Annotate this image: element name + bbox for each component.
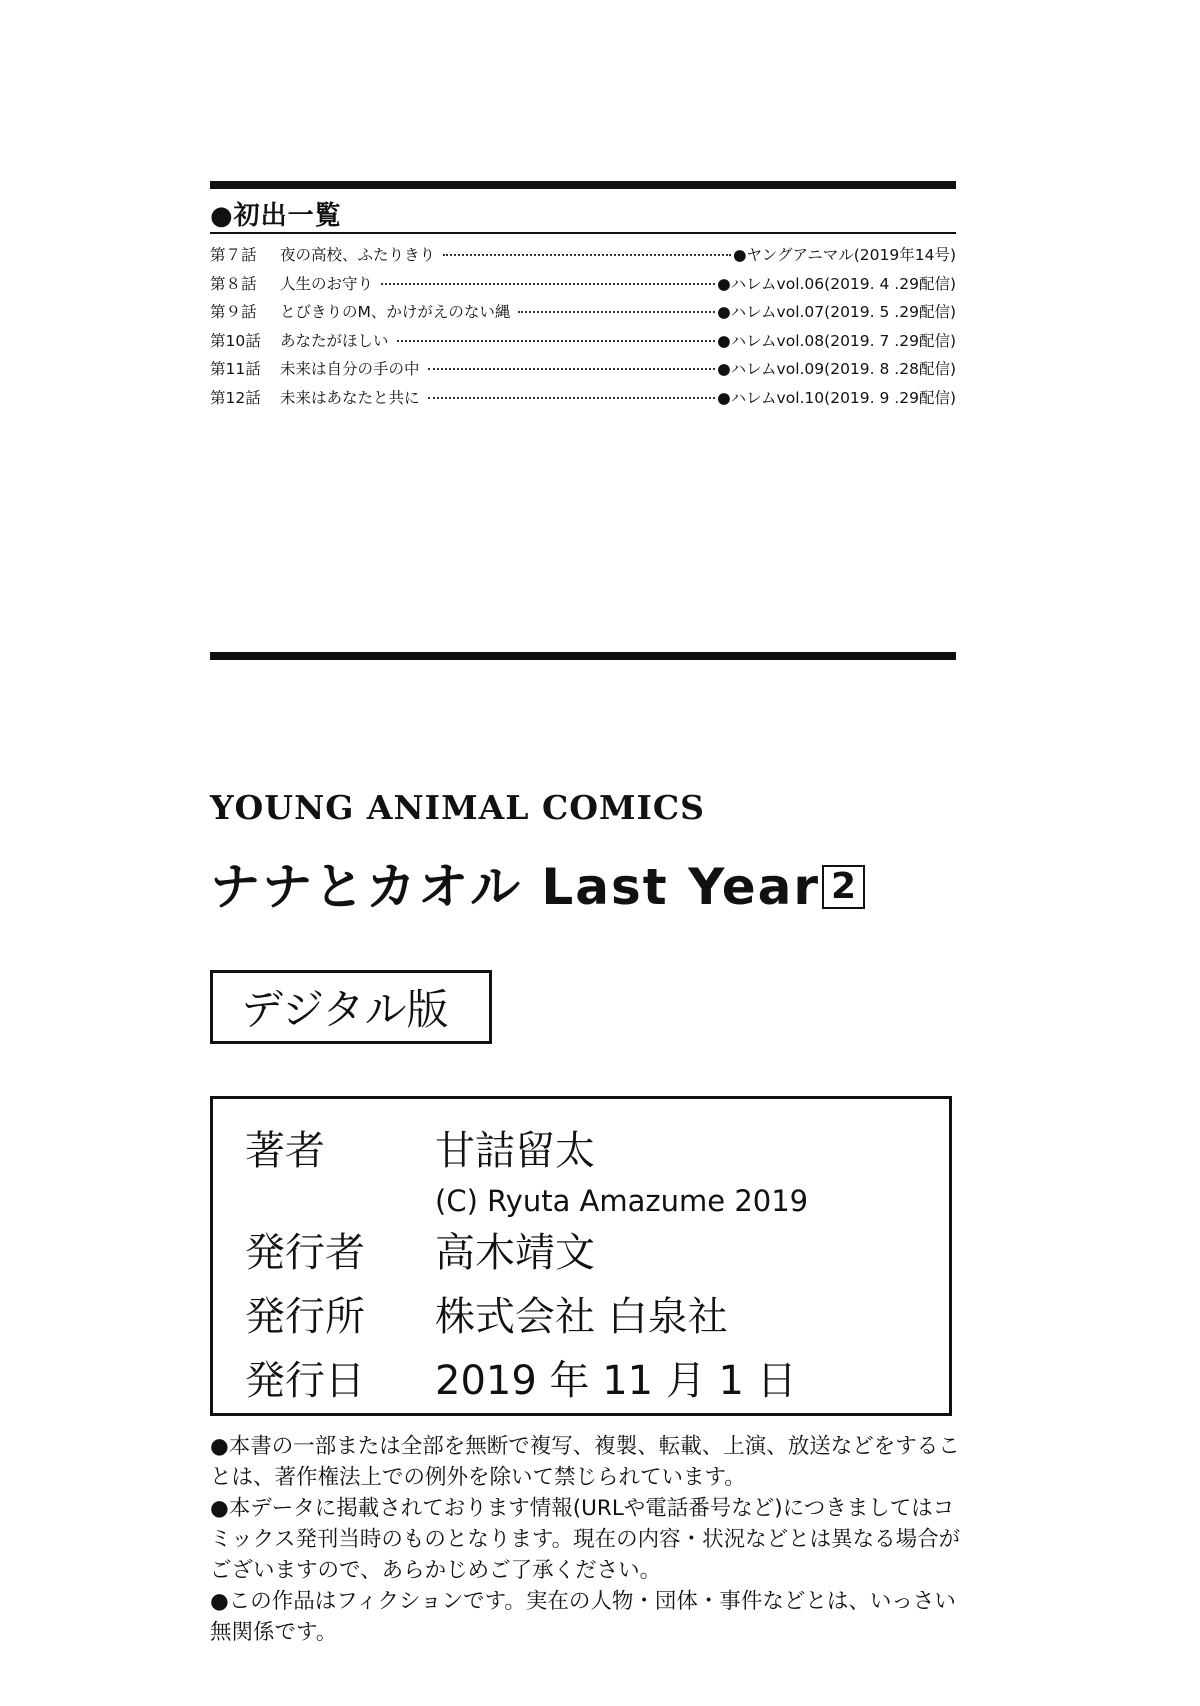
leader-dots: [381, 283, 715, 285]
episode-title: 夜の高校、ふたりきり: [280, 246, 436, 265]
note-copyright: ●本書の一部または全部を無断で複写、複製、転載、上演、放送などをすることは、著作権法上での例外を除いて禁じられています。: [210, 1434, 960, 1490]
episode-source: ●ハレムvol.09(2019. 8 .28配信): [717, 360, 956, 379]
note-fiction: ●この作品はフィクションです。実在の人物・団体・事件などとは、いっさい無関係です。: [210, 1589, 956, 1645]
episode-source: ●ヤングアニマル(2019年14号): [732, 246, 956, 265]
list-item: [210, 354, 956, 383]
episode-title: 未来はあなたと共に: [280, 388, 420, 407]
leader-dots: [443, 254, 731, 256]
publisher-name: 株式会社 白泉社: [435, 1294, 728, 1340]
author-name: 甘詰留太: [435, 1128, 595, 1174]
episode-title: 人生のお守り: [280, 274, 374, 293]
leader-dots: [397, 340, 716, 342]
middle-rule: [210, 652, 956, 660]
leader-dots: [428, 368, 716, 370]
episode-title: とびきりのM、かけがえのない縄: [280, 303, 511, 322]
publisher-person-label: 発行者: [245, 1230, 365, 1276]
publication-date: 2019 年 11 月 1 日: [435, 1358, 797, 1404]
publisher-person-name: 高木靖文: [435, 1230, 595, 1276]
list-item: [210, 383, 956, 412]
legal-notes: [210, 1431, 970, 1648]
episode-number: 第12話: [210, 388, 261, 407]
list-item: [210, 326, 956, 355]
publisher-label: 発行所: [245, 1294, 365, 1340]
edition-label: デジタル版: [241, 985, 449, 1034]
episode-title: あなたがほしい: [280, 331, 389, 350]
book-title-text: ナナとカオル Last Year: [210, 858, 821, 916]
episode-source: ●ハレムvol.10(2019. 9 .29配信): [717, 388, 956, 407]
episode-number: 第９話: [210, 303, 257, 322]
episode-number: 第11話: [210, 360, 261, 379]
list-item: [210, 240, 956, 269]
book-title: [210, 858, 865, 916]
top-rule: [210, 181, 956, 189]
leader-dots: [428, 397, 716, 399]
list-item: [210, 269, 956, 298]
credits-box: [210, 1096, 952, 1416]
first-appearance-heading: ●初出一覧: [210, 201, 342, 231]
list-item: [210, 297, 956, 326]
author-label: 著者: [245, 1128, 325, 1174]
copyright-line: (C) Ryuta Amazume 2019: [435, 1184, 809, 1218]
first-appearance-list: [210, 240, 956, 411]
episode-source: ●ハレムvol.07(2019. 5 .29配信): [717, 303, 956, 322]
episode-source: ●ハレムvol.08(2019. 7 .29配信): [717, 331, 956, 350]
volume-badge: 2: [822, 865, 865, 909]
edition-box: [210, 970, 492, 1044]
imprint-label: YOUNG ANIMAL COMICS: [210, 788, 706, 827]
episode-source: ●ハレムvol.06(2019. 4 .29配信): [717, 274, 956, 293]
heading-rule: [210, 232, 956, 234]
episode-title: 未来は自分の手の中: [280, 360, 420, 379]
leader-dots: [518, 311, 715, 313]
note-information: ●本データに掲載されております情報(URLや電話番号など)につきましてはコミックス発刊当時のものとなります。現在の内容・状況などとは異なる場合がございますので、あらかじめご了承ください。: [210, 1496, 961, 1583]
episode-number: 第10話: [210, 331, 261, 350]
date-label: 発行日: [245, 1358, 365, 1404]
episode-number: 第８話: [210, 274, 257, 293]
episode-number: 第７話: [210, 246, 257, 265]
